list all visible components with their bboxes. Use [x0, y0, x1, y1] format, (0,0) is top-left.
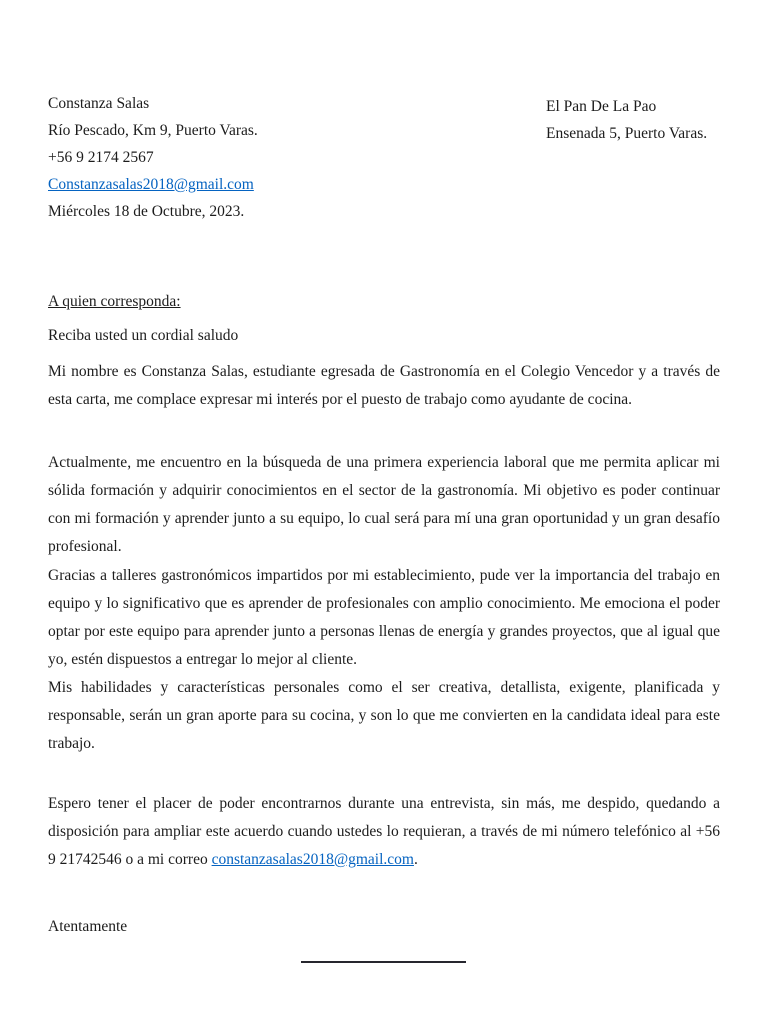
signoff: Atentamente — [48, 918, 128, 935]
salutation: A quien corresponda: — [48, 293, 181, 310]
closing-text-after-email: . — [413, 851, 418, 868]
letter-date: Miércoles 18 de Octubre, 2023. — [48, 203, 245, 220]
sender-email-link[interactable]: Constanzasalas2018@gmail.com — [48, 176, 254, 193]
paragraph-closing — [48, 790, 720, 874]
sender-email-row — [48, 171, 258, 198]
letter-body — [48, 288, 720, 941]
paragraph-teamwork: Gracias a talleres gastronómicos impartidos por mi establecimiento, pude ver la importancia del trabajo en equipo y lo significativo que es aprender de profesionales con amplio conocimiento. Me emociona el poder optar por este equipo para aprender junto a personas llenas de energía y grandes proyectos, que al igual que yo, estén dispuestos a entregar lo mejor al cliente. — [48, 567, 720, 668]
recipient-name: El Pan De La Pao — [546, 98, 657, 115]
paragraph-objective: Actualmente, me encuentro en la búsqueda de una primera experiencia laboral que me permita aplicar mi sólida formación y adquirir conocimientos en el sector de la gastronomía. Mi objetivo es poder continuar con mi formación y aprender junto a su equipo, lo cual será para mí una gran oportunidad y un gran desafío profesional. — [48, 454, 720, 555]
recipient-address: Ensenada 5, Puerto Varas. — [546, 125, 708, 142]
greeting: Reciba usted un cordial saludo — [48, 327, 239, 344]
closing-text-before-email: Espero tener el placer de poder encontrarnos durante una entrevista, sin más, me despido, quedando a disposición para ampliar este acuerdo cuando ustedes lo requieran, a través de mi número telefónico al +56 9 21742546 o a mi correo — [48, 795, 720, 868]
sender-name: Constanza Salas — [48, 95, 150, 112]
recipient-block — [546, 93, 707, 147]
signature-line — [301, 961, 466, 963]
sender-block — [48, 90, 258, 225]
sender-address: Río Pescado, Km 9, Puerto Varas. — [48, 122, 258, 139]
closing-email-link[interactable]: constanzasalas2018@gmail.com — [211, 851, 414, 868]
paragraph-skills: Mis habilidades y características personales como el ser creativa, detallista, exigente, planificada y responsable, serán un gran aporte para su cocina, y son lo que me convierten en la candidata ideal para este trabajo. — [48, 679, 720, 752]
paragraph-introduction: Mi nombre es Constanza Salas, estudiante egresada de Gastronomía en el Colegio Vencedor y a través de esta carta, me complace expresar mi interés por el puesto de trabajo como ayudante de cocina. — [48, 363, 720, 408]
sender-phone: +56 9 2174 2567 — [48, 149, 154, 166]
